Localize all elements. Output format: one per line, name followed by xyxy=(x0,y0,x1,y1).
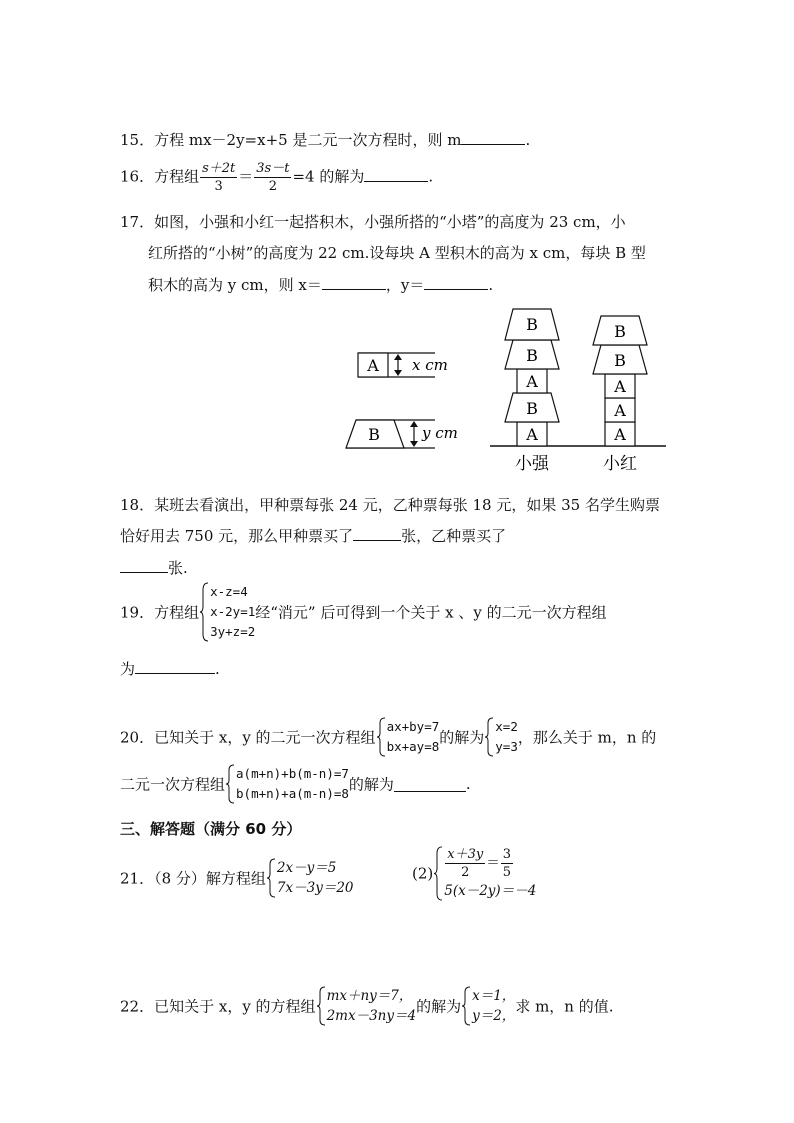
question-21-part-2: (2) $\frac{x+3y}{2}$ ＝ $\frac{3}{5}$ 5(x－2y)＝－4 xyxy=(412,847,537,899)
q20-system-1: ax+by=7 bx+ay=8 xyxy=(376,717,440,757)
q19-blank[interactable] xyxy=(135,659,215,674)
section-3-heading: 三、解答题（满分 60 分） xyxy=(120,820,302,838)
svg-text:A: A xyxy=(367,356,379,375)
svg-text:A: A xyxy=(526,425,538,444)
blocks-figure xyxy=(340,305,680,480)
q17-y-blank[interactable] xyxy=(424,275,488,290)
q17-x-blank[interactable] xyxy=(322,275,386,290)
question-20: 20．已知关于 x，y 的二元一次方程组 ax+by=7 bx+ay=8 的解为 x=2 y=3 ，那么关于 m，n 的 xyxy=(120,717,656,757)
svg-text:B: B xyxy=(614,351,626,370)
question-18-line-2: 恰好用去 750 元，那么甲种票买了 张，乙种票买了 xyxy=(120,527,507,545)
q20-system-2: a(m+n)+b(m-n)=7 b(m+n)+a(m-n)=8 xyxy=(225,764,349,804)
question-16: 16．方程组 $\frac{s+2t}{3}$ ＝ $\frac{3s-t}{2}$ =4 的解为 . xyxy=(120,161,434,194)
svg-text:A: A xyxy=(614,401,626,420)
tower-xiaohong xyxy=(593,316,647,446)
q16-blank[interactable] xyxy=(364,167,428,182)
question-18-line-3: 张. xyxy=(120,557,188,578)
question-19: 19．方程组 x-z=4 x-2y=1 3y+z=2 经“消元” 后可得到一个关于 x 、y 的二元一次方程组 xyxy=(120,582,607,642)
svg-text:B: B xyxy=(526,315,538,334)
q15-text: 15．方程 mx－2y=x+5 是二元一次方程时，则 m xyxy=(120,131,462,149)
svg-text:B: B xyxy=(368,425,380,444)
question-18-line-1: 18．某班去看演出，甲种票每张 24 元，乙种票每张 18 元，如果 35 名学生购票 xyxy=(120,496,660,514)
y-cm-label: y cm xyxy=(422,424,458,442)
q21-system-2: $\frac{x+3y}{2}$ ＝ $\frac{3}{5}$ 5(x－2y)＝－4 xyxy=(433,846,536,901)
svg-text:A: A xyxy=(526,372,538,391)
q19-system: x-z=4 x-2y=1 3y+z=2 xyxy=(199,582,255,642)
question-17-line-2: 红所搭的“小树”的高度为 22 cm.设每块 A 型积木的高为 x cm，每块 B 型 xyxy=(148,244,646,262)
svg-text:A: A xyxy=(614,425,626,444)
question-15: 15．方程 mx－2y=x+5 是二元一次方程时，则 m . xyxy=(120,131,531,149)
q20-solution: x=2 y=3 xyxy=(484,717,518,757)
question-22: 22．已知关于 x，y 的方程组 mx＋ny＝7， 2mx－3ny＝4 的解为 x＝1， y＝2， 求 m，n 的值. xyxy=(120,988,614,1024)
question-21: 21．（8 分）解方程组 2x－y＝5 7x－3y＝20 xyxy=(120,860,354,896)
q16-fraction-1: $\frac{s+2t}{3}$ xyxy=(202,161,236,194)
legend-block-a xyxy=(358,353,448,377)
svg-text:B: B xyxy=(526,399,538,418)
tower-xiaoqiang xyxy=(505,309,559,446)
question-17-line-1: 17．如图，小强和小红一起搭积木，小强所搭的“小塔”的高度为 23 cm，小 xyxy=(120,213,626,231)
label-xiaohong: 小红 xyxy=(603,454,637,474)
label-xiaoqiang: 小强 xyxy=(515,454,549,474)
question-20-line-2: 二元一次方程组 a(m+n)+b(m-n)=7 b(m+n)+a(m-n)=8 的解为 . xyxy=(120,764,471,804)
svg-text:A: A xyxy=(614,377,626,396)
q21-system-1: 2x－y＝5 7x－3y＝20 xyxy=(266,858,354,898)
svg-text:B: B xyxy=(526,346,538,365)
q18-blank-2[interactable] xyxy=(120,558,168,573)
legend-block-b xyxy=(346,420,458,448)
q16-fraction-2: $\frac{3s-t}{2}$ xyxy=(256,161,290,194)
q20-blank[interactable] xyxy=(394,777,466,792)
q15-blank[interactable] xyxy=(461,130,525,145)
svg-text:B: B xyxy=(614,322,626,341)
question-17-line-3: 积木的高为 y cm，则 x＝ ，y＝ . xyxy=(148,276,494,294)
x-cm-label: x cm xyxy=(412,356,448,374)
q18-blank-1[interactable] xyxy=(353,526,401,541)
q22-system: mx＋ny＝7， 2mx－3ny＝4 xyxy=(316,986,417,1026)
q22-solution: x＝1， y＝2， xyxy=(461,986,515,1026)
question-19-line-2: 为 . xyxy=(120,660,220,678)
